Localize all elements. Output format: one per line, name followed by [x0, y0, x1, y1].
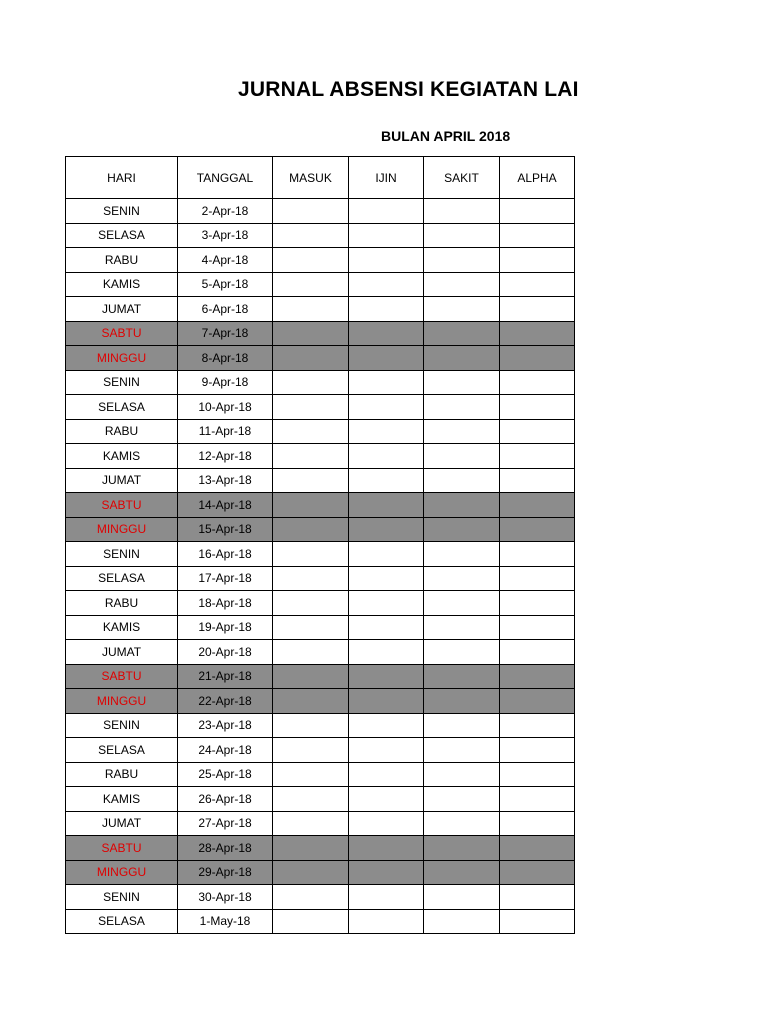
- cell-masuk: [273, 615, 349, 640]
- cell-sakit: [424, 346, 500, 371]
- table-row: [66, 836, 575, 861]
- cell-hari: RABU: [66, 762, 178, 787]
- table-row: [66, 860, 575, 885]
- cell-sakit: [424, 615, 500, 640]
- cell-tanggal: 16-Apr-18: [178, 542, 273, 567]
- cell-tanggal: 9-Apr-18: [178, 370, 273, 395]
- cell-sakit: [424, 199, 500, 224]
- column-header-ijin: IJIN: [349, 157, 424, 199]
- cell-alpha: [500, 370, 575, 395]
- cell-alpha: [500, 444, 575, 469]
- cell-ijin: [349, 787, 424, 812]
- cell-hari: SELASA: [66, 223, 178, 248]
- cell-ijin: [349, 517, 424, 542]
- cell-sakit: [424, 395, 500, 420]
- cell-hari: KAMIS: [66, 444, 178, 469]
- cell-ijin: [349, 542, 424, 567]
- table-row: [66, 885, 575, 910]
- cell-sakit: [424, 787, 500, 812]
- cell-tanggal: 4-Apr-18: [178, 248, 273, 273]
- cell-tanggal: 1-May-18: [178, 909, 273, 934]
- cell-masuk: [273, 517, 349, 542]
- cell-masuk: [273, 591, 349, 616]
- column-header-hari: HARI: [66, 157, 178, 199]
- cell-ijin: [349, 836, 424, 861]
- cell-alpha: [500, 493, 575, 518]
- cell-ijin: [349, 370, 424, 395]
- cell-alpha: [500, 542, 575, 567]
- table-row: [66, 223, 575, 248]
- cell-masuk: [273, 468, 349, 493]
- table-row: [66, 909, 575, 934]
- cell-ijin: [349, 566, 424, 591]
- table-row: [66, 689, 575, 714]
- cell-alpha: [500, 713, 575, 738]
- cell-ijin: [349, 321, 424, 346]
- table-row: [66, 566, 575, 591]
- cell-hari: JUMAT: [66, 297, 178, 322]
- cell-alpha: [500, 517, 575, 542]
- cell-tanggal: 17-Apr-18: [178, 566, 273, 591]
- cell-hari: SENIN: [66, 370, 178, 395]
- cell-alpha: [500, 591, 575, 616]
- attendance-table: [65, 156, 575, 934]
- cell-sakit: [424, 370, 500, 395]
- document-subtitle: BULAN APRIL 2018: [381, 128, 511, 144]
- cell-ijin: [349, 615, 424, 640]
- cell-tanggal: 10-Apr-18: [178, 395, 273, 420]
- cell-alpha: [500, 468, 575, 493]
- cell-masuk: [273, 811, 349, 836]
- table-row: [66, 395, 575, 420]
- cell-alpha: [500, 811, 575, 836]
- cell-tanggal: 27-Apr-18: [178, 811, 273, 836]
- cell-masuk: [273, 493, 349, 518]
- cell-hari: SENIN: [66, 713, 178, 738]
- cell-masuk: [273, 346, 349, 371]
- cell-hari: RABU: [66, 248, 178, 273]
- cell-tanggal: 12-Apr-18: [178, 444, 273, 469]
- cell-ijin: [349, 248, 424, 273]
- cell-ijin: [349, 811, 424, 836]
- cell-tanggal: 19-Apr-18: [178, 615, 273, 640]
- cell-sakit: [424, 689, 500, 714]
- cell-masuk: [273, 885, 349, 910]
- cell-ijin: [349, 297, 424, 322]
- cell-tanggal: 30-Apr-18: [178, 885, 273, 910]
- cell-tanggal: 18-Apr-18: [178, 591, 273, 616]
- table-row: [66, 640, 575, 665]
- cell-hari: RABU: [66, 591, 178, 616]
- cell-hari: SABTU: [66, 664, 178, 689]
- cell-tanggal: 14-Apr-18: [178, 493, 273, 518]
- cell-masuk: [273, 738, 349, 763]
- cell-sakit: [424, 591, 500, 616]
- cell-tanggal: 28-Apr-18: [178, 836, 273, 861]
- cell-sakit: [424, 419, 500, 444]
- cell-alpha: [500, 738, 575, 763]
- cell-alpha: [500, 689, 575, 714]
- cell-sakit: [424, 542, 500, 567]
- cell-ijin: [349, 468, 424, 493]
- cell-sakit: [424, 836, 500, 861]
- cell-hari: RABU: [66, 419, 178, 444]
- column-header-alpha: ALPHA: [500, 157, 575, 199]
- cell-alpha: [500, 566, 575, 591]
- cell-tanggal: 8-Apr-18: [178, 346, 273, 371]
- cell-hari: SELASA: [66, 738, 178, 763]
- cell-alpha: [500, 346, 575, 371]
- cell-masuk: [273, 689, 349, 714]
- table-row: [66, 370, 575, 395]
- cell-alpha: [500, 272, 575, 297]
- cell-hari: SELASA: [66, 909, 178, 934]
- cell-hari: MINGGU: [66, 517, 178, 542]
- table-row: [66, 811, 575, 836]
- cell-hari: SABTU: [66, 836, 178, 861]
- cell-sakit: [424, 223, 500, 248]
- table-row: [66, 272, 575, 297]
- cell-alpha: [500, 248, 575, 273]
- cell-masuk: [273, 444, 349, 469]
- cell-hari: JUMAT: [66, 640, 178, 665]
- cell-hari: SENIN: [66, 199, 178, 224]
- cell-masuk: [273, 836, 349, 861]
- cell-tanggal: 24-Apr-18: [178, 738, 273, 763]
- cell-masuk: [273, 272, 349, 297]
- cell-masuk: [273, 762, 349, 787]
- cell-alpha: [500, 909, 575, 934]
- cell-sakit: [424, 762, 500, 787]
- cell-sakit: [424, 664, 500, 689]
- table-row: [66, 787, 575, 812]
- table-row: [66, 615, 575, 640]
- table-row: [66, 248, 575, 273]
- cell-ijin: [349, 272, 424, 297]
- cell-tanggal: 23-Apr-18: [178, 713, 273, 738]
- cell-masuk: [273, 370, 349, 395]
- cell-tanggal: 22-Apr-18: [178, 689, 273, 714]
- cell-ijin: [349, 199, 424, 224]
- cell-alpha: [500, 199, 575, 224]
- cell-masuk: [273, 566, 349, 591]
- cell-tanggal: 5-Apr-18: [178, 272, 273, 297]
- cell-hari: SELASA: [66, 395, 178, 420]
- cell-sakit: [424, 738, 500, 763]
- cell-tanggal: 25-Apr-18: [178, 762, 273, 787]
- cell-alpha: [500, 419, 575, 444]
- cell-masuk: [273, 419, 349, 444]
- cell-sakit: [424, 713, 500, 738]
- table-body: [66, 199, 575, 934]
- cell-ijin: [349, 689, 424, 714]
- column-header-masuk: MASUK: [273, 157, 349, 199]
- cell-ijin: [349, 223, 424, 248]
- cell-tanggal: 3-Apr-18: [178, 223, 273, 248]
- cell-tanggal: 7-Apr-18: [178, 321, 273, 346]
- cell-sakit: [424, 885, 500, 910]
- cell-sakit: [424, 811, 500, 836]
- cell-hari: SENIN: [66, 885, 178, 910]
- cell-sakit: [424, 444, 500, 469]
- cell-alpha: [500, 395, 575, 420]
- cell-alpha: [500, 640, 575, 665]
- cell-hari: KAMIS: [66, 615, 178, 640]
- cell-ijin: [349, 713, 424, 738]
- column-header-sakit: SAKIT: [424, 157, 500, 199]
- cell-ijin: [349, 909, 424, 934]
- cell-sakit: [424, 468, 500, 493]
- table-row: [66, 199, 575, 224]
- cell-ijin: [349, 664, 424, 689]
- table-row: [66, 493, 575, 518]
- cell-hari: MINGGU: [66, 346, 178, 371]
- table-row: [66, 321, 575, 346]
- cell-alpha: [500, 321, 575, 346]
- table-row: [66, 542, 575, 567]
- cell-masuk: [273, 395, 349, 420]
- cell-sakit: [424, 909, 500, 934]
- cell-ijin: [349, 762, 424, 787]
- cell-hari: KAMIS: [66, 272, 178, 297]
- cell-sakit: [424, 493, 500, 518]
- cell-alpha: [500, 297, 575, 322]
- cell-alpha: [500, 860, 575, 885]
- cell-ijin: [349, 860, 424, 885]
- cell-masuk: [273, 664, 349, 689]
- cell-tanggal: 29-Apr-18: [178, 860, 273, 885]
- table-header-row: [66, 157, 575, 199]
- cell-ijin: [349, 885, 424, 910]
- cell-tanggal: 26-Apr-18: [178, 787, 273, 812]
- cell-tanggal: 2-Apr-18: [178, 199, 273, 224]
- cell-hari: SABTU: [66, 493, 178, 518]
- cell-ijin: [349, 591, 424, 616]
- cell-masuk: [273, 297, 349, 322]
- cell-ijin: [349, 493, 424, 518]
- cell-tanggal: 6-Apr-18: [178, 297, 273, 322]
- table-row: [66, 738, 575, 763]
- table-row: [66, 419, 575, 444]
- cell-tanggal: 11-Apr-18: [178, 419, 273, 444]
- cell-masuk: [273, 909, 349, 934]
- cell-masuk: [273, 713, 349, 738]
- cell-tanggal: 13-Apr-18: [178, 468, 273, 493]
- cell-ijin: [349, 419, 424, 444]
- table-row: [66, 517, 575, 542]
- cell-masuk: [273, 787, 349, 812]
- cell-hari: KAMIS: [66, 787, 178, 812]
- cell-sakit: [424, 321, 500, 346]
- table-row: [66, 713, 575, 738]
- table-row: [66, 468, 575, 493]
- cell-alpha: [500, 615, 575, 640]
- cell-sakit: [424, 297, 500, 322]
- cell-alpha: [500, 223, 575, 248]
- cell-masuk: [273, 860, 349, 885]
- table-row: [66, 591, 575, 616]
- cell-hari: MINGGU: [66, 689, 178, 714]
- table-row: [66, 346, 575, 371]
- cell-masuk: [273, 223, 349, 248]
- cell-sakit: [424, 248, 500, 273]
- cell-hari: SENIN: [66, 542, 178, 567]
- cell-ijin: [349, 640, 424, 665]
- cell-ijin: [349, 738, 424, 763]
- document-title: JURNAL ABSENSI KEGIATAN LAI: [238, 78, 579, 101]
- cell-masuk: [273, 640, 349, 665]
- cell-tanggal: 20-Apr-18: [178, 640, 273, 665]
- cell-masuk: [273, 321, 349, 346]
- cell-hari: JUMAT: [66, 811, 178, 836]
- cell-alpha: [500, 885, 575, 910]
- cell-alpha: [500, 664, 575, 689]
- table-row: [66, 444, 575, 469]
- cell-alpha: [500, 762, 575, 787]
- cell-hari: MINGGU: [66, 860, 178, 885]
- cell-alpha: [500, 787, 575, 812]
- cell-ijin: [349, 395, 424, 420]
- cell-ijin: [349, 444, 424, 469]
- table-row: [66, 762, 575, 787]
- cell-masuk: [273, 542, 349, 567]
- cell-masuk: [273, 199, 349, 224]
- cell-sakit: [424, 860, 500, 885]
- cell-masuk: [273, 248, 349, 273]
- cell-hari: SABTU: [66, 321, 178, 346]
- cell-alpha: [500, 836, 575, 861]
- cell-sakit: [424, 517, 500, 542]
- cell-sakit: [424, 272, 500, 297]
- cell-hari: SELASA: [66, 566, 178, 591]
- cell-ijin: [349, 346, 424, 371]
- cell-tanggal: 15-Apr-18: [178, 517, 273, 542]
- cell-tanggal: 21-Apr-18: [178, 664, 273, 689]
- column-header-tanggal: TANGGAL: [178, 157, 273, 199]
- cell-sakit: [424, 566, 500, 591]
- cell-sakit: [424, 640, 500, 665]
- table-row: [66, 297, 575, 322]
- cell-hari: JUMAT: [66, 468, 178, 493]
- table-row: [66, 664, 575, 689]
